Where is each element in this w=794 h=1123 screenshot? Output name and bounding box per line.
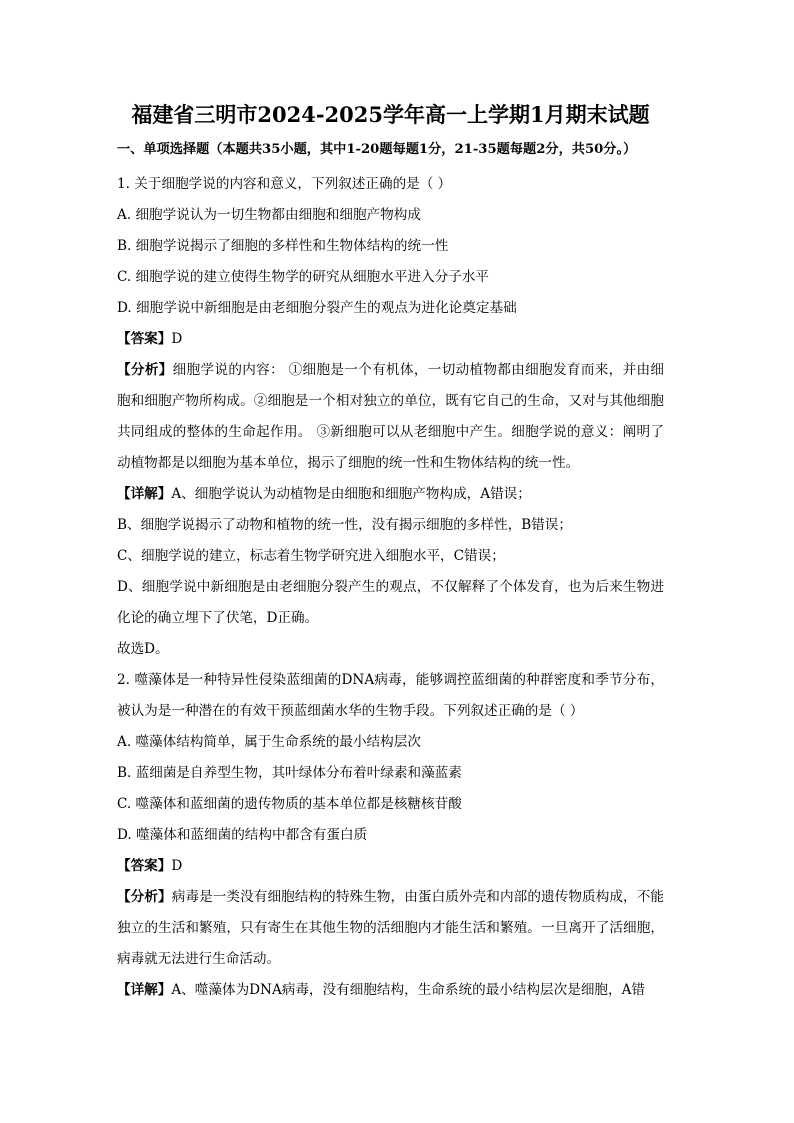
analysis-label: 【分析】 — [117, 889, 172, 905]
detail-text: A、细胞学说认为动植物是由细胞和细胞产物构成，A错误； — [171, 486, 531, 502]
option-d: D. 细胞学说中新细胞是由老细胞分裂产生的观点为进化论奠定基础 — [117, 300, 517, 316]
detail-line: D、细胞学说中新细胞是由老细胞分裂产生的观点，不仅解释了个体发育，也为后来生物进化论的确立埋下了伏笔，D正确。 — [117, 579, 664, 626]
conclusion-line: 故选D。 — [117, 641, 169, 657]
option-a: A. 细胞学说认为一切生物都由细胞和细胞产物构成 — [117, 207, 421, 223]
option-c: C. 细胞学说的建立使得生物学的研究从细胞水平进入分子水平 — [117, 269, 489, 285]
option-a: A. 噬藻体结构简单，属于生命系统的最小结构层次 — [117, 734, 421, 750]
analysis-text: 病毒是一类没有细胞结构的特殊生物，由蛋白质外壳和内部的遗传物质构成，不能独立的生活和繁殖，只有寄生在其他生物的活细胞内才能生活和繁殖。一旦离开了活细胞，病毒就无法进行生命活动。 — [117, 889, 665, 967]
analysis-text: 细胞学说的内容： ①细胞是一个有机体，一切动植物都由细胞发育而来，并由细胞和细胞产物所构成。②细胞是一个相对独立的单位，既有它自己的生命，又对与其他细胞共同组成的整体的生命起作用。 ③新细胞可以从老细胞中产生。细胞学说的意义：阐明了动植物都是以细胞为基本单位，揭示了细胞的统一性和生物体结构的统一性。 — [117, 362, 665, 471]
answer-value: D — [171, 858, 183, 874]
answer-line — [117, 851, 664, 882]
answer-label: 【答案】 — [117, 858, 172, 874]
detail-label: 【详解】 — [117, 486, 172, 502]
answer-line — [117, 324, 664, 355]
question-stem: 2. 噬藻体是一种特异性侵染蓝细菌的DNA病毒，能够调控蓝细菌的种群密度和季节分布，被认为是一种潜在的有效干预蓝细菌水华的生物手段。下列叙述正确的是（ ） — [117, 672, 664, 719]
answer-value: D — [171, 331, 183, 347]
option-d: D. 噬藻体和蓝细菌的结构中都含有蛋白质 — [117, 827, 368, 843]
detail-text: A、噬藻体为DNA病毒，没有细胞结构，生命系统的最小结构层次是细胞，A错 — [171, 982, 646, 998]
detail-label: 【详解】 — [117, 982, 172, 998]
question-2 — [117, 665, 664, 1006]
section-heading: 一、单项选择题（本题共35小题，其中1-20题每题1分，21-35题每题2分，共50分。） — [117, 142, 637, 157]
detail-line — [117, 479, 664, 510]
document-title: 福建省三明市2024-2025学年高一上学期1月期末试题 — [131, 102, 650, 127]
analysis-label: 【分析】 — [117, 362, 173, 378]
question-stem: 1. 关于细胞学说的内容和意义，下列叙述正确的是（ ） — [117, 176, 452, 192]
answer-label: 【答案】 — [117, 331, 172, 347]
analysis-paragraph — [117, 355, 664, 479]
option-c: C. 噬藻体和蓝细菌的遗传物质的基本单位都是核糖核苷酸 — [117, 796, 462, 812]
analysis-paragraph — [117, 882, 664, 975]
detail-line — [117, 975, 664, 1006]
detail-line: B、细胞学说揭示了动物和植物的统一性，没有揭示细胞的多样性，B错误； — [117, 517, 572, 533]
question-1 — [117, 169, 664, 665]
option-b: B. 细胞学说揭示了细胞的多样性和生物体结构的统一性 — [117, 238, 449, 254]
detail-line: C、细胞学说的建立，标志着生物学研究进入细胞水平，C错误； — [117, 548, 505, 564]
option-b: B. 蓝细菌是自养型生物，其叶绿体分布着叶绿素和藻蓝素 — [117, 765, 462, 781]
